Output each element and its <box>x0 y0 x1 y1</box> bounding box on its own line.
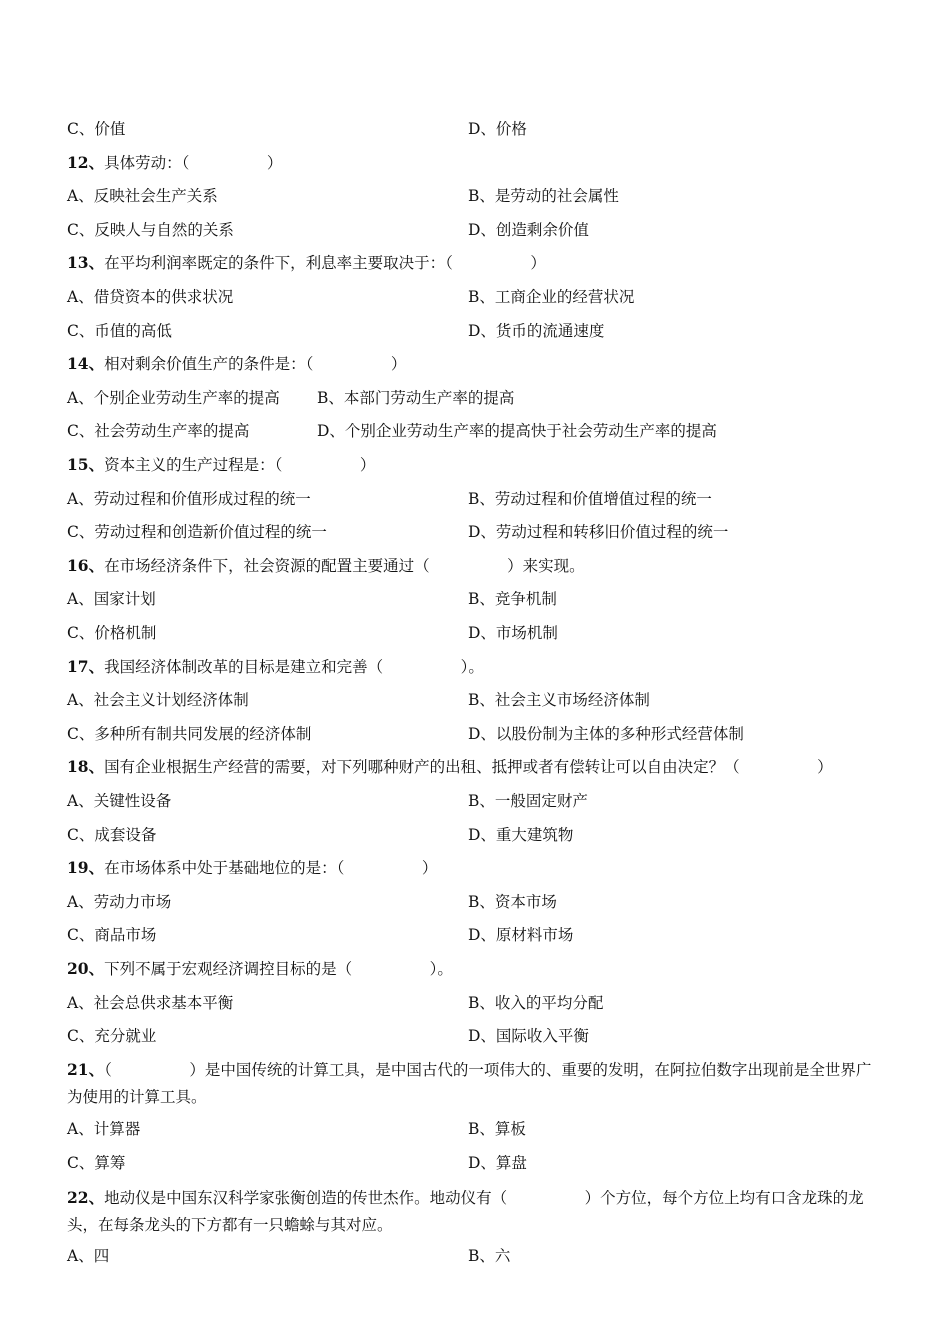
option-d: D、算盘 <box>468 1154 527 1172</box>
option-right: B、本部门劳动生产率的提高 <box>317 389 515 407</box>
option-left: C、反映人与自然的关系 <box>67 221 234 239</box>
option-right: D、个别企业劳动生产率的提高快于社会劳动生产率的提高 <box>317 422 717 440</box>
option-row <box>67 420 887 442</box>
option-right: D、创造剩余价值 <box>468 221 589 239</box>
option-row <box>67 622 887 644</box>
question-text: 我国经济体制改革的目标是建立和完善（ ）。 <box>104 658 484 676</box>
option-right: B、是劳动的社会属性 <box>468 187 619 205</box>
option-row <box>67 1245 887 1267</box>
option-row <box>67 387 887 409</box>
option-row <box>67 320 887 342</box>
question-text: 在市场经济条件下，社会资源的配置主要通过（ ）来实现。 <box>104 557 585 575</box>
option-left: A、国家计划 <box>67 590 156 608</box>
option-right: B、竞争机制 <box>468 590 557 608</box>
option-row <box>67 286 887 308</box>
option-left: C、商品市场 <box>67 926 157 944</box>
option-left: C、社会劳动生产率的提高 <box>67 422 250 440</box>
question-stem <box>67 353 887 375</box>
option-right: D、重大建筑物 <box>468 826 574 844</box>
option-right: D、原材料市场 <box>468 926 574 944</box>
question-stem <box>67 555 887 577</box>
option-right: D、价格 <box>468 120 527 138</box>
question-text: 资本主义的生产过程是：（ ） <box>104 456 376 474</box>
option-left: A、反映社会生产关系 <box>67 187 218 205</box>
option-row <box>67 992 887 1014</box>
question-stem <box>67 857 887 879</box>
option-left: A、借贷资本的供求状况 <box>67 288 234 306</box>
question-number: 16、 <box>67 556 105 575</box>
question-number: 19、 <box>67 858 105 877</box>
question-text: （ ）是中国传统的计算工具，是中国古代的一项伟大的、重要的发明，在阿拉伯数字出现前是全世界广为使用的计算工具。 <box>67 1061 872 1106</box>
question-text: 具体劳动：（ ） <box>104 154 283 172</box>
question-22 <box>67 1184 885 1239</box>
option-a: A、四 <box>67 1247 110 1265</box>
option-b: B、六 <box>468 1247 511 1265</box>
question-text: 下列不属于宏观经济调控目标的是（ ）。 <box>104 960 453 978</box>
option-right: B、工商企业的经营状况 <box>468 288 635 306</box>
option-row <box>67 790 887 812</box>
option-row <box>67 924 887 946</box>
option-right: D、以股份制为主体的多种形式经营体制 <box>468 725 744 743</box>
question-text: 在平均利润率既定的条件下，利息率主要取决于：（ ） <box>104 254 546 272</box>
option-left: A、个别企业劳动生产率的提高 <box>67 389 280 407</box>
question-stem <box>67 958 887 980</box>
question-21 <box>67 1056 885 1111</box>
option-row <box>67 891 887 913</box>
option-left: A、社会总供求基本平衡 <box>67 994 234 1012</box>
question-stem <box>67 756 887 778</box>
question-number: 20、 <box>67 959 105 978</box>
question-text: 国有企业根据生产经营的需要，对下列哪种财产的出租、抵押或者有偿转让可以自由决定？（ ） <box>104 758 833 776</box>
option-left: C、充分就业 <box>67 1027 157 1045</box>
option-left: C、币值的高低 <box>67 322 172 340</box>
option-c: C、算筹 <box>67 1154 126 1172</box>
option-right: B、一般固定财产 <box>468 792 588 810</box>
option-row <box>67 824 887 846</box>
option-row <box>67 1118 887 1140</box>
option-left: C、劳动过程和创造新价值过程的统一 <box>67 523 327 541</box>
option-row <box>67 1152 887 1174</box>
question-number: 13、 <box>67 253 105 272</box>
option-row <box>67 1025 887 1047</box>
option-a: A、计算器 <box>67 1120 141 1138</box>
question-stem <box>67 656 887 678</box>
option-row <box>67 689 887 711</box>
option-left: A、劳动过程和价值形成过程的统一 <box>67 490 311 508</box>
option-right: D、劳动过程和转移旧价值过程的统一 <box>468 523 729 541</box>
option-row <box>67 118 887 140</box>
option-row <box>67 219 887 241</box>
question-number: 14、 <box>67 354 105 373</box>
question-stem <box>67 252 887 274</box>
option-left: C、成套设备 <box>67 826 157 844</box>
option-row <box>67 185 887 207</box>
option-right: B、资本市场 <box>468 893 557 911</box>
option-b: B、算板 <box>468 1120 526 1138</box>
question-number: 15、 <box>67 455 105 474</box>
option-right: D、市场机制 <box>468 624 558 642</box>
option-row <box>67 723 887 745</box>
option-right: B、社会主义市场经济体制 <box>468 691 650 709</box>
question-number: 22、 <box>67 1188 105 1207</box>
question-stem <box>67 152 887 174</box>
option-row <box>67 588 887 610</box>
option-right: B、劳动过程和价值增值过程的统一 <box>468 490 712 508</box>
option-left: A、劳动力市场 <box>67 893 172 911</box>
question-number: 17、 <box>67 657 105 676</box>
option-right: D、国际收入平衡 <box>468 1027 589 1045</box>
option-right: D、货币的流通速度 <box>468 322 605 340</box>
option-left: C、价格机制 <box>67 624 157 642</box>
question-number: 12、 <box>67 153 105 172</box>
option-left: A、关键性设备 <box>67 792 172 810</box>
option-row <box>67 521 887 543</box>
option-left: C、多种所有制共同发展的经济体制 <box>67 725 312 743</box>
question-number: 21、 <box>67 1060 105 1079</box>
question-text: 相对剩余价值生产的条件是：（ ） <box>104 355 407 373</box>
option-left: C、价值 <box>67 120 126 138</box>
question-text: 地动仪是中国东汉科学家张衡创造的传世杰作。地动仪有（ ）个方位，每个方位上均有口含龙珠的龙头，在每条龙头的下方都有一只蟾蜍与其对应。 <box>67 1189 864 1234</box>
question-number: 18、 <box>67 757 105 776</box>
question-text: 在市场体系中处于基础地位的是：（ ） <box>104 859 438 877</box>
option-row <box>67 488 887 510</box>
option-right: B、收入的平均分配 <box>468 994 604 1012</box>
option-left: A、社会主义计划经济体制 <box>67 691 249 709</box>
question-stem <box>67 454 887 476</box>
